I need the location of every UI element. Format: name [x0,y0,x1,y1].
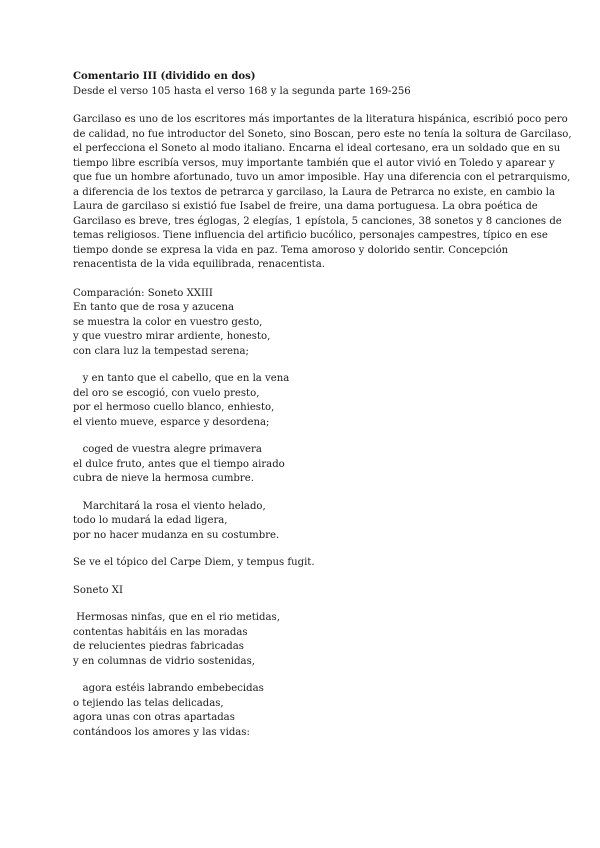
poem-verse: del oro se escogió, con vuelo presto, [73,387,260,399]
topic-note: Se ve el tópico del Carpe Diem, y tempus fugit. [73,557,315,568]
poem-verse: contentas habitáis en las moradas [73,626,248,638]
paragraph-line: temas religiosos. Tiene influencia del artificio bucólico, personajes campestres, típico en ese [73,230,548,241]
paragraph-line: tiempo libre escribía versos, muy importante también que el autor vivió en Toledo y aparear y [73,157,555,169]
poem-verse: coged de vuestra alegre primavera [73,444,262,455]
poem-stanza [73,301,533,359]
paragraph-line: Laura de garcilaso si existió fue Isabel de freire, una dama portuguesa. La obra poética de [73,201,538,212]
paragraph-line: renacentista de la vida equilibrada, renacentista. [73,259,325,270]
poem-verse: agora estéis labrando embebecidas [73,683,264,694]
poem-verse: el dulce fruto, antes que el tiempo airado [73,458,285,470]
poem-verse: el viento mueve, esparce y desordena; [73,416,270,428]
poem-verse: de relucientes piedras fabricadas [73,641,244,652]
poem-verse: o tejiendo las telas delicadas, [73,697,224,709]
poem-stanza [73,500,533,544]
document-title: Comentario III (dividido en dos) [73,71,256,82]
poem-heading: Comparación: Soneto XXIII [73,287,213,299]
paragraph-line: tiempo donde se expresa la vida en paz. Tema amoroso y dolorido sentir. Concepción [73,244,509,256]
poem-verse: Marchitará la rosa el viento helado, [73,500,266,512]
poem-verse: Hermosas ninfas, que en el rio metidas, [73,612,280,623]
poem-verse: por el hermoso cuello blanco, enhiesto, [73,402,275,413]
poem-stanza [73,372,533,430]
poem-verse: por no hacer mudanza en su costumbre. [73,529,280,541]
poem-verse: y en tanto que el cabello, que en la vena [73,373,290,384]
poem-verse: En tanto que de rosa y azucena [73,302,234,313]
document-page [73,70,572,740]
paragraph-line: Garcilaso es uno de los escritores más importantes de la literatura hispánica, escribió poco pero [73,114,568,125]
poem-verse: se muestra la color en vuestro gesto, [73,316,263,328]
paragraph-line: que fue un hombre afortunado, tuvo un amor imposible. Hay una diferencia con el petrarquismo, [73,172,571,183]
intro-paragraph [73,113,572,273]
poem-verse: agora unas con otras apartadas [73,712,235,723]
poem-verse: y en columnas de vidrio sostenidas, [73,655,255,667]
poem-verse: cubra de nieve la hermosa cumbre. [73,473,254,484]
poem-stanza [73,682,533,740]
paragraph-line: a diferencia de los textos de petrarca y garcilaso, la Laura de Petrarca no existe, en cambio la [73,186,556,198]
poem-verse: contándoos los amores y las vidas: [73,726,250,738]
paragraph-line: el perfecciona el Soneto al modo italiano. Encarna el ideal cortesano, era un soldado que en su [73,143,561,154]
paragraph-line: Garcilaso es breve, tres églogas, 2 elegías, 1 epístola, 5 canciones, 38 sonetos y 8 canciones de [73,215,562,227]
paragraph-line: de calidad, no fue introductor del Soneto, sino Boscan, pero este no tenía la soltura de Garcilaso, [73,128,572,140]
soneto-xxiii [73,287,533,544]
poem-verse: todo lo mudará la edad ligera, [73,515,228,526]
poem-stanza [73,443,533,487]
soneto-xi [73,584,533,741]
poem-heading: Soneto XI [73,584,123,596]
document-subtitle: Desde el verso 105 hasta el verso 168 y la segunda parte 169-256 [73,85,411,97]
poem-stanza [73,611,533,669]
poem-verse: y que vuestro mirar ardiente, honesto, [73,331,271,342]
poem-verse: con clara luz la tempestad serena; [73,345,249,357]
